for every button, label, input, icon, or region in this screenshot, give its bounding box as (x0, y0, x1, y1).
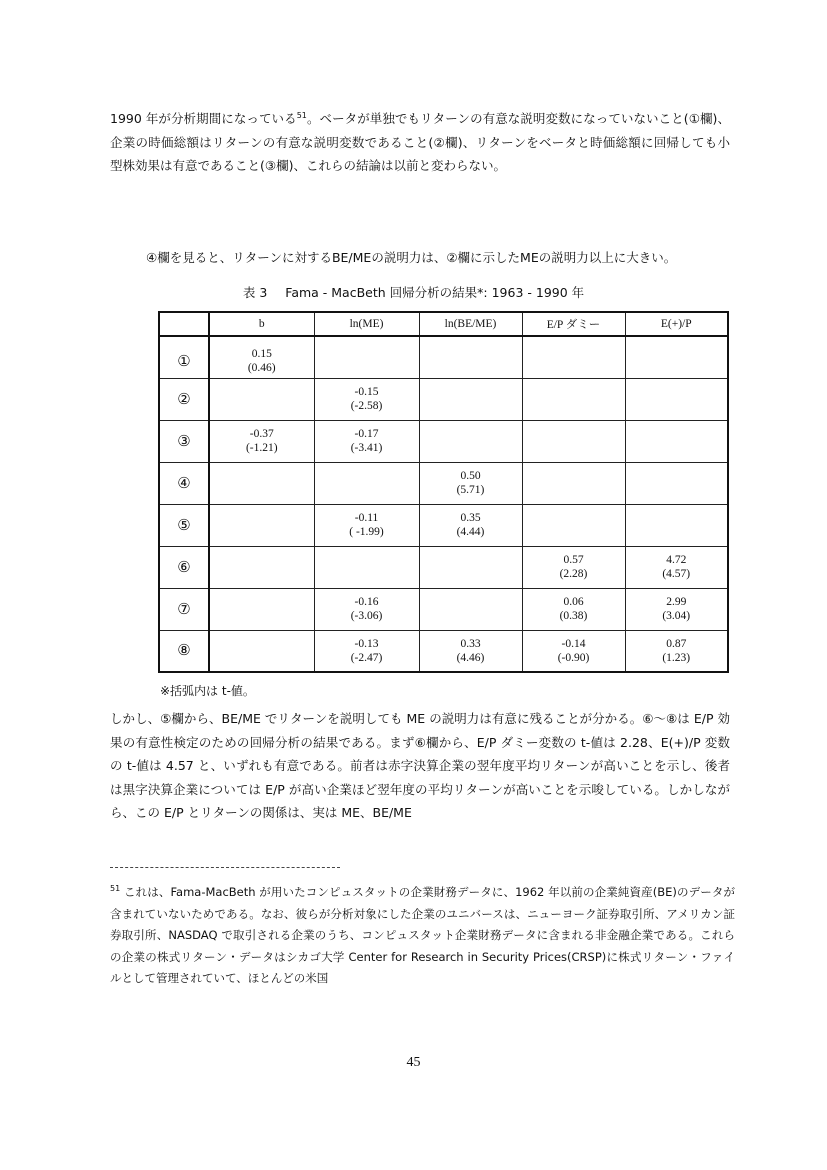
row-label: ③ (159, 420, 209, 462)
cell-ep-dummy (522, 546, 625, 588)
table-row (159, 546, 728, 588)
cell-ep-dummy (522, 630, 625, 672)
t-value: (4.57) (662, 568, 691, 580)
row-label: ⑦ (159, 588, 209, 630)
footnote-ref-51[interactable]: 51 (296, 110, 307, 120)
cell-b (209, 378, 314, 420)
header-e-plus-p: E(+)/P (625, 312, 728, 336)
table-caption-label: 表 3 (242, 285, 268, 300)
table-row (159, 378, 728, 420)
table-note: ※括弧内は t-値。 (160, 684, 255, 698)
footnote-separator (110, 867, 340, 868)
cell-ep-dummy (522, 378, 625, 420)
cell-ln-me (314, 630, 419, 672)
cell-e-plus-p (625, 336, 728, 378)
cell-ln-me (314, 420, 419, 462)
cell-b (209, 588, 314, 630)
t-value: (-0.90) (557, 651, 590, 664)
cell-b (209, 336, 314, 378)
t-value: (-3.41) (350, 442, 383, 454)
table-row (159, 336, 728, 378)
t-value: (4.46) (456, 651, 485, 664)
t-value: (-3.06) (350, 610, 383, 622)
cell-ln-be-me (419, 588, 522, 630)
header-ln-me: ln(ME) (314, 312, 419, 336)
cell-ep-dummy (522, 462, 625, 504)
coefficient-value: -0.13 (354, 637, 379, 650)
row-label: ② (159, 378, 209, 420)
t-value: (1.23) (662, 651, 691, 664)
row-label: ⑤ (159, 504, 209, 546)
page-number: 45 (406, 1055, 421, 1070)
t-value: (-1.21) (245, 442, 278, 454)
cell-ln-be-me (419, 630, 522, 672)
cell-e-plus-p (625, 588, 728, 630)
cell-b (209, 462, 314, 504)
coefficient-value: 0.33 (460, 637, 481, 650)
coefficient-value: 2.99 (666, 596, 687, 608)
cell-b (209, 504, 314, 546)
table-caption (0, 283, 827, 301)
cell-ln-be-me (419, 504, 522, 546)
cell-ln-be-me (419, 420, 522, 462)
cell-ln-be-me (419, 546, 522, 588)
footnote-text: これは、Fama-MacBeth が用いたコンピュスタットの企業財務データに、1962 年以前の企業純資産(BE)のデータが含まれていないためである。なお、彼らが分析対象にした企業のユニバースは、ニューヨーク証券取引所、アメリカン証券取引所、NASDAQ で取引される企業のうち、コンピュスタット企業財務データに含まれる非金融企業である。これらの企業の株式リターン・データはシカゴ大学 Center for Research in Security Prices(CRSP)に株式リターン・ファイルとして管理されていて、ほとんどの米国 (110, 885, 735, 985)
cell-ep-dummy (522, 504, 625, 546)
table-header-row (159, 312, 728, 336)
table-row (159, 630, 728, 672)
coefficient-value: 0.50 (460, 470, 481, 482)
cell-e-plus-p (625, 546, 728, 588)
cell-ln-me (314, 378, 419, 420)
cell-ln-me (314, 336, 419, 378)
coefficient-value: -0.37 (249, 428, 274, 440)
cell-b (209, 546, 314, 588)
t-value: ( -1.99) (349, 526, 384, 538)
table-row (159, 420, 728, 462)
t-value: (3.04) (662, 610, 691, 622)
coefficient-value: 0.87 (666, 637, 687, 650)
cell-e-plus-p (625, 462, 728, 504)
coefficient-value: -0.17 (354, 428, 379, 440)
row-label: ④ (159, 462, 209, 504)
cell-ln-me (314, 504, 419, 546)
t-value: (2.28) (559, 568, 588, 580)
coefficient-value: -0.14 (561, 637, 586, 650)
cell-ln-be-me (419, 336, 522, 378)
body-paragraph-2: ④欄を見ると、リターンに対するBE/MEの説明力は、②欄に示したMEの説明力以上に大きい。 (146, 250, 677, 265)
paragraph-1-text-a: 1990 年が分析期間になっている (110, 111, 297, 126)
coefficient-value: 0.57 (563, 554, 584, 566)
body-paragraph-1 (110, 107, 730, 178)
regression-results-table (158, 311, 729, 673)
t-value: (0.46) (247, 362, 276, 375)
header-corner (159, 312, 209, 336)
coefficient-value: -0.16 (354, 596, 379, 608)
table-row (159, 588, 728, 630)
footnote-number: 51 (110, 884, 121, 894)
t-value: (0.38) (559, 610, 588, 622)
footnote-51 (110, 882, 735, 990)
header-ep-dummy: E/P ダミー (522, 312, 625, 336)
cell-ln-me (314, 588, 419, 630)
row-label: ⑧ (159, 630, 209, 672)
cell-ep-dummy (522, 588, 625, 630)
t-value: (-2.47) (350, 651, 383, 664)
coefficient-value: 0.15 (251, 348, 272, 361)
cell-b (209, 630, 314, 672)
cell-e-plus-p (625, 630, 728, 672)
t-value: (-2.58) (350, 400, 383, 412)
cell-b (209, 420, 314, 462)
header-b: b (209, 312, 314, 336)
cell-e-plus-p (625, 378, 728, 420)
cell-ln-me (314, 546, 419, 588)
t-value: (5.71) (456, 484, 485, 496)
row-label: ① (159, 336, 209, 378)
header-ln-be-me: ln(BE/ME) (419, 312, 522, 336)
paragraph-1-text-b: 。ベータが単独でもリターンの有意な説明変数になっていないこと(①欄)、企業の時価総額はリターンの有意な説明変数であること(②欄)、リターンをベータと時価総額に回帰しても小型株効果は有意であること(③欄)、これらの結論は以前と変わらない。 (110, 111, 730, 173)
table-row (159, 504, 728, 546)
cell-e-plus-p (625, 420, 728, 462)
coefficient-value: 4.72 (666, 554, 687, 566)
coefficient-value: -0.11 (354, 512, 379, 524)
cell-ln-be-me (419, 462, 522, 504)
coefficient-value: 0.06 (563, 596, 584, 608)
cell-ep-dummy (522, 336, 625, 378)
table-row (159, 462, 728, 504)
cell-e-plus-p (625, 504, 728, 546)
coefficient-value: 0.35 (460, 512, 481, 524)
table-caption-text: Fama - MacBeth 回帰分析の結果*: 1963 - 1990 年 (285, 285, 585, 300)
t-value: (4.44) (456, 526, 485, 538)
cell-ln-me (314, 462, 419, 504)
cell-ln-be-me (419, 378, 522, 420)
coefficient-value: -0.15 (354, 386, 379, 398)
cell-ep-dummy (522, 420, 625, 462)
body-paragraph-3: しかし、⑤欄から、BE/ME でリターンを説明しても ME の説明力は有意に残ることが分かる。⑥〜⑧は E/P 効果の有意性検定のための回帰分析の結果である。まず⑥欄から、E/P ダミー変数の t-値は 2.28、E(+)/P 変数の t-値は 4.57 と、いずれも有意である。前者は赤字決算企業の翌年度平均リターンが高いことを示し、後者は黒字決算企業については E/P が高い企業ほど翌年度の平均リターンが高いことを示唆している。しかしながら、この E/P とリターンの関係は、実は ME、BE/ME (110, 711, 730, 820)
row-label: ⑥ (159, 546, 209, 588)
